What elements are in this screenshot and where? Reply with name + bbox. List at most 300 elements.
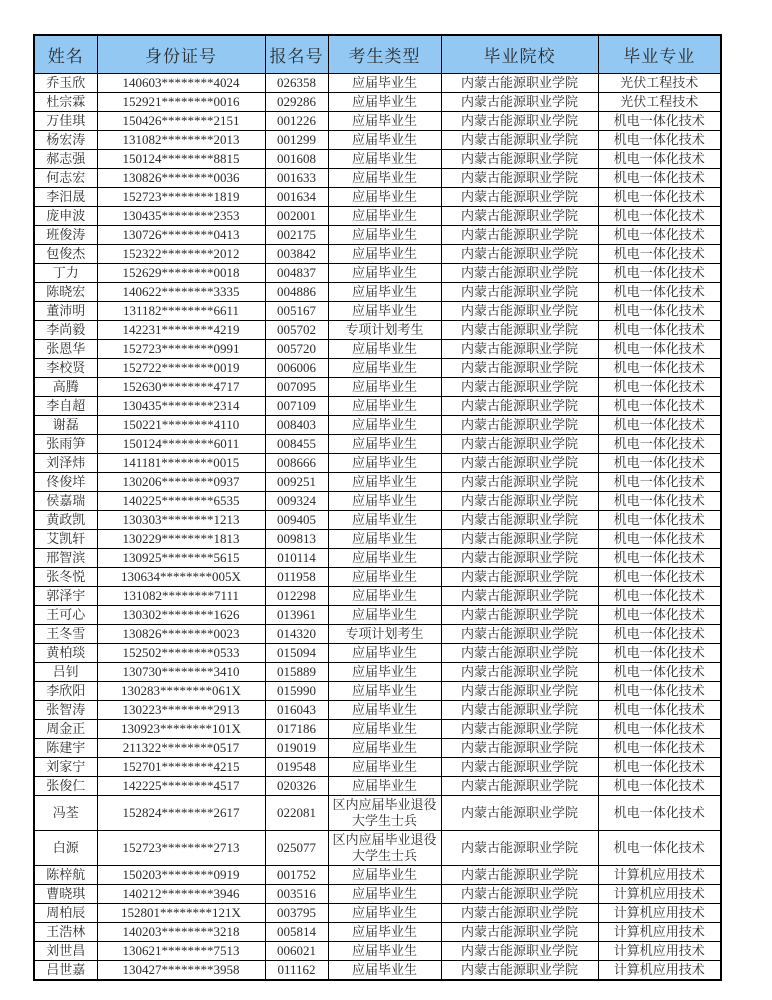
cell-name: 陈建宇 xyxy=(34,738,97,757)
cell-reg-number: 015094 xyxy=(265,643,328,662)
cell-major: 计算机应用技术 xyxy=(598,884,721,903)
table-row xyxy=(34,301,721,320)
cell-reg-number: 003795 xyxy=(265,903,328,922)
cell-school: 内蒙古能源职业学院 xyxy=(441,903,598,922)
cell-reg-number: 006006 xyxy=(265,358,328,377)
cell-major: 机电一体化技术 xyxy=(598,187,721,206)
cell-reg-number: 003516 xyxy=(265,884,328,903)
cell-school: 内蒙古能源职业学院 xyxy=(441,472,598,491)
cell-reg-number: 025077 xyxy=(265,830,328,865)
cell-name: 何志宏 xyxy=(34,168,97,187)
cell-reg-number: 013961 xyxy=(265,605,328,624)
cell-name: 李欣阳 xyxy=(34,681,97,700)
cell-candidate-type: 应届毕业生 xyxy=(328,206,441,225)
table-row xyxy=(34,510,721,529)
cell-id-number: 211322********0517 xyxy=(97,738,265,757)
cell-major: 机电一体化技术 xyxy=(598,795,721,830)
table-row xyxy=(34,586,721,605)
cell-candidate-type: 应届毕业生 xyxy=(328,339,441,358)
cell-name: 张冬悦 xyxy=(34,567,97,586)
cell-name: 佟俊垟 xyxy=(34,472,97,491)
cell-candidate-type: 应届毕业生 xyxy=(328,757,441,776)
cell-id-number: 130634********005X xyxy=(97,567,265,586)
cell-name: 李尚毅 xyxy=(34,320,97,339)
header-name: 姓名 xyxy=(34,35,97,73)
cell-name: 侯嘉瑞 xyxy=(34,491,97,510)
cell-major: 计算机应用技术 xyxy=(598,960,721,980)
table-row xyxy=(34,149,721,168)
cell-name: 黄政凯 xyxy=(34,510,97,529)
cell-major: 机电一体化技术 xyxy=(598,339,721,358)
table-row xyxy=(34,922,721,941)
table-row xyxy=(34,320,721,339)
cell-candidate-type: 应届毕业生 xyxy=(328,168,441,187)
cell-school: 内蒙古能源职业学院 xyxy=(441,681,598,700)
cell-major: 机电一体化技术 xyxy=(598,396,721,415)
cell-reg-number: 002001 xyxy=(265,206,328,225)
table-row xyxy=(34,700,721,719)
cell-school: 内蒙古能源职业学院 xyxy=(441,149,598,168)
cell-name: 郭泽宇 xyxy=(34,586,97,605)
cell-id-number: 130923********101X xyxy=(97,719,265,738)
cell-name: 谢磊 xyxy=(34,415,97,434)
cell-reg-number: 019019 xyxy=(265,738,328,757)
cell-reg-number: 012298 xyxy=(265,586,328,605)
cell-name: 李自超 xyxy=(34,396,97,415)
cell-school: 内蒙古能源职业学院 xyxy=(441,92,598,111)
cell-reg-number: 001752 xyxy=(265,865,328,884)
table-row xyxy=(34,244,721,263)
table-row xyxy=(34,529,721,548)
cell-school: 内蒙古能源职业学院 xyxy=(441,358,598,377)
table-row xyxy=(34,434,721,453)
cell-major: 机电一体化技术 xyxy=(598,244,721,263)
cell-name: 乔玉欣 xyxy=(34,73,97,92)
cell-reg-number: 001299 xyxy=(265,130,328,149)
cell-name: 包俊杰 xyxy=(34,244,97,263)
table-row xyxy=(34,73,721,92)
cell-major: 机电一体化技术 xyxy=(598,510,721,529)
cell-name: 陈晓宏 xyxy=(34,282,97,301)
cell-reg-number: 010114 xyxy=(265,548,328,567)
cell-name: 冯荃 xyxy=(34,795,97,830)
cell-candidate-type: 应届毕业生 xyxy=(328,643,441,662)
cell-name: 周金正 xyxy=(34,719,97,738)
table-row xyxy=(34,168,721,187)
table-row xyxy=(34,396,721,415)
table-row xyxy=(34,941,721,960)
cell-id-number: 130435********2314 xyxy=(97,396,265,415)
cell-school: 内蒙古能源职业学院 xyxy=(441,757,598,776)
table-row xyxy=(34,187,721,206)
cell-reg-number: 004837 xyxy=(265,263,328,282)
cell-id-number: 142231********4219 xyxy=(97,320,265,339)
cell-id-number: 152630********4717 xyxy=(97,377,265,396)
cell-candidate-type: 应届毕业生 xyxy=(328,111,441,130)
table-row xyxy=(34,92,721,111)
cell-school: 内蒙古能源职业学院 xyxy=(441,415,598,434)
cell-major: 计算机应用技术 xyxy=(598,865,721,884)
cell-candidate-type: 应届毕业生 xyxy=(328,244,441,263)
cell-id-number: 130826********0036 xyxy=(97,168,265,187)
header-id-number: 身份证号 xyxy=(97,35,265,73)
cell-school: 内蒙古能源职业学院 xyxy=(441,662,598,681)
cell-candidate-type: 应届毕业生 xyxy=(328,415,441,434)
cell-reg-number: 011162 xyxy=(265,960,328,980)
cell-major: 机电一体化技术 xyxy=(598,263,721,282)
cell-name: 邢智滨 xyxy=(34,548,97,567)
cell-school: 内蒙古能源职业学院 xyxy=(441,529,598,548)
cell-school: 内蒙古能源职业学院 xyxy=(441,586,598,605)
cell-name: 杨宏涛 xyxy=(34,130,97,149)
cell-reg-number: 019548 xyxy=(265,757,328,776)
cell-id-number: 150124********8815 xyxy=(97,149,265,168)
cell-id-number: 152701********4215 xyxy=(97,757,265,776)
cell-school: 内蒙古能源职业学院 xyxy=(441,941,598,960)
cell-candidate-type: 应届毕业生 xyxy=(328,396,441,415)
cell-major: 机电一体化技术 xyxy=(598,738,721,757)
cell-name: 郝志强 xyxy=(34,149,97,168)
table-row xyxy=(34,960,721,980)
cell-reg-number: 017186 xyxy=(265,719,328,738)
table-row xyxy=(34,624,721,643)
cell-name: 班俊涛 xyxy=(34,225,97,244)
cell-name: 王冬雪 xyxy=(34,624,97,643)
table-row xyxy=(34,830,721,865)
table-row xyxy=(34,282,721,301)
cell-school: 内蒙古能源职业学院 xyxy=(441,339,598,358)
table-row xyxy=(34,453,721,472)
cell-school: 内蒙古能源职业学院 xyxy=(441,320,598,339)
cell-major: 机电一体化技术 xyxy=(598,111,721,130)
cell-name: 张俊仁 xyxy=(34,776,97,795)
cell-major: 机电一体化技术 xyxy=(598,491,721,510)
cell-major: 机电一体化技术 xyxy=(598,453,721,472)
cell-id-number: 131082********2013 xyxy=(97,130,265,149)
cell-major: 机电一体化技术 xyxy=(598,472,721,491)
cell-id-number: 130925********5615 xyxy=(97,548,265,567)
table-row xyxy=(34,605,721,624)
table-header-row xyxy=(34,35,721,73)
cell-name: 刘泽炜 xyxy=(34,453,97,472)
cell-major: 光伏工程技术 xyxy=(598,73,721,92)
cell-school: 内蒙古能源职业学院 xyxy=(441,605,598,624)
table-row xyxy=(34,472,721,491)
cell-candidate-type: 应届毕业生 xyxy=(328,187,441,206)
cell-reg-number: 001633 xyxy=(265,168,328,187)
cell-candidate-type: 应届毕业生 xyxy=(328,491,441,510)
cell-school: 内蒙古能源职业学院 xyxy=(441,776,598,795)
cell-school: 内蒙古能源职业学院 xyxy=(441,301,598,320)
cell-reg-number: 005814 xyxy=(265,922,328,941)
cell-candidate-type: 应届毕业生 xyxy=(328,776,441,795)
cell-candidate-type: 应届毕业生 xyxy=(328,529,441,548)
cell-school: 内蒙古能源职业学院 xyxy=(441,643,598,662)
cell-candidate-type: 应届毕业生 xyxy=(328,548,441,567)
cell-candidate-type: 应届毕业生 xyxy=(328,453,441,472)
cell-school: 内蒙古能源职业学院 xyxy=(441,624,598,643)
cell-major: 机电一体化技术 xyxy=(598,358,721,377)
cell-candidate-type: 专项计划考生 xyxy=(328,624,441,643)
cell-id-number: 131182********6611 xyxy=(97,301,265,320)
cell-major: 机电一体化技术 xyxy=(598,605,721,624)
cell-name: 吕世嘉 xyxy=(34,960,97,980)
cell-school: 内蒙古能源职业学院 xyxy=(441,396,598,415)
cell-reg-number: 008666 xyxy=(265,453,328,472)
cell-major: 机电一体化技术 xyxy=(598,624,721,643)
cell-id-number: 130302********1626 xyxy=(97,605,265,624)
cell-major: 机电一体化技术 xyxy=(598,415,721,434)
cell-name: 董沛明 xyxy=(34,301,97,320)
cell-school: 内蒙古能源职业学院 xyxy=(441,263,598,282)
cell-reg-number: 026358 xyxy=(265,73,328,92)
cell-candidate-type: 应届毕业生 xyxy=(328,922,441,941)
candidate-roster-table xyxy=(33,34,722,981)
cell-candidate-type: 应届毕业生 xyxy=(328,282,441,301)
cell-id-number: 140603********4024 xyxy=(97,73,265,92)
table-row xyxy=(34,206,721,225)
cell-name: 陈梓航 xyxy=(34,865,97,884)
cell-reg-number: 009251 xyxy=(265,472,328,491)
cell-candidate-type: 应届毕业生 xyxy=(328,130,441,149)
cell-major: 计算机应用技术 xyxy=(598,941,721,960)
cell-id-number: 152723********0991 xyxy=(97,339,265,358)
cell-id-number: 152723********1819 xyxy=(97,187,265,206)
cell-id-number: 130223********2913 xyxy=(97,700,265,719)
cell-id-number: 152629********0018 xyxy=(97,263,265,282)
cell-candidate-type: 应届毕业生 xyxy=(328,681,441,700)
cell-major: 机电一体化技术 xyxy=(598,586,721,605)
table-row xyxy=(34,415,721,434)
cell-candidate-type: 应届毕业生 xyxy=(328,358,441,377)
header-candidate-type: 考生类型 xyxy=(328,35,441,73)
cell-reg-number: 001608 xyxy=(265,149,328,168)
cell-id-number: 130283********061X xyxy=(97,681,265,700)
cell-id-number: 130303********1213 xyxy=(97,510,265,529)
cell-reg-number: 009324 xyxy=(265,491,328,510)
cell-major: 光伏工程技术 xyxy=(598,92,721,111)
cell-candidate-type: 应届毕业生 xyxy=(328,434,441,453)
cell-reg-number: 007095 xyxy=(265,377,328,396)
cell-id-number: 130427********3958 xyxy=(97,960,265,980)
cell-reg-number: 004886 xyxy=(265,282,328,301)
cell-school: 内蒙古能源职业学院 xyxy=(441,225,598,244)
cell-major: 计算机应用技术 xyxy=(598,922,721,941)
cell-candidate-type: 应届毕业生 xyxy=(328,586,441,605)
cell-candidate-type: 应届毕业生 xyxy=(328,605,441,624)
cell-id-number: 152801********121X xyxy=(97,903,265,922)
cell-major: 机电一体化技术 xyxy=(598,168,721,187)
cell-major: 机电一体化技术 xyxy=(598,700,721,719)
table-row xyxy=(34,263,721,282)
cell-id-number: 130229********1813 xyxy=(97,529,265,548)
cell-reg-number: 009405 xyxy=(265,510,328,529)
cell-candidate-type: 应届毕业生 xyxy=(328,263,441,282)
cell-id-number: 140225********6535 xyxy=(97,491,265,510)
cell-reg-number: 011958 xyxy=(265,567,328,586)
cell-id-number: 150221********4110 xyxy=(97,415,265,434)
cell-school: 内蒙古能源职业学院 xyxy=(441,244,598,263)
cell-id-number: 152824********2617 xyxy=(97,795,265,830)
table-row xyxy=(34,377,721,396)
cell-name: 刘家宁 xyxy=(34,757,97,776)
cell-major: 机电一体化技术 xyxy=(598,548,721,567)
cell-reg-number: 001634 xyxy=(265,187,328,206)
cell-major: 机电一体化技术 xyxy=(598,719,721,738)
cell-school: 内蒙古能源职业学院 xyxy=(441,187,598,206)
cell-major: 机电一体化技术 xyxy=(598,776,721,795)
cell-major: 机电一体化技术 xyxy=(598,206,721,225)
cell-reg-number: 005702 xyxy=(265,320,328,339)
cell-school: 内蒙古能源职业学院 xyxy=(441,377,598,396)
cell-school: 内蒙古能源职业学院 xyxy=(441,567,598,586)
table-row xyxy=(34,719,721,738)
cell-id-number: 142225********4517 xyxy=(97,776,265,795)
cell-school: 内蒙古能源职业学院 xyxy=(441,491,598,510)
cell-id-number: 130206********0937 xyxy=(97,472,265,491)
cell-name: 张智涛 xyxy=(34,700,97,719)
cell-candidate-type: 应届毕业生 xyxy=(328,865,441,884)
cell-id-number: 152502********0533 xyxy=(97,643,265,662)
cell-id-number: 152722********0019 xyxy=(97,358,265,377)
cell-reg-number: 008403 xyxy=(265,415,328,434)
cell-id-number: 152723********2713 xyxy=(97,830,265,865)
cell-school: 内蒙古能源职业学院 xyxy=(441,719,598,738)
cell-name: 庞申波 xyxy=(34,206,97,225)
cell-school: 内蒙古能源职业学院 xyxy=(441,884,598,903)
cell-candidate-type: 应届毕业生 xyxy=(328,510,441,529)
cell-reg-number: 014320 xyxy=(265,624,328,643)
cell-id-number: 130730********3410 xyxy=(97,662,265,681)
cell-candidate-type: 应届毕业生 xyxy=(328,662,441,681)
cell-school: 内蒙古能源职业学院 xyxy=(441,168,598,187)
cell-candidate-type: 应届毕业生 xyxy=(328,567,441,586)
cell-name: 周柏辰 xyxy=(34,903,97,922)
cell-name: 丁力 xyxy=(34,263,97,282)
cell-name: 高腾 xyxy=(34,377,97,396)
cell-candidate-type: 应届毕业生 xyxy=(328,941,441,960)
table-row xyxy=(34,339,721,358)
cell-candidate-type: 应届毕业生 xyxy=(328,149,441,168)
cell-id-number: 131082********7111 xyxy=(97,586,265,605)
cell-candidate-type: 应届毕业生 xyxy=(328,225,441,244)
header-school: 毕业院校 xyxy=(441,35,598,73)
cell-name: 黄柏琰 xyxy=(34,643,97,662)
cell-major: 机电一体化技术 xyxy=(598,643,721,662)
cell-name: 张恩华 xyxy=(34,339,97,358)
cell-candidate-type: 区内应届毕业退役大学生士兵 xyxy=(328,830,441,865)
cell-id-number: 130726********0413 xyxy=(97,225,265,244)
cell-name: 白源 xyxy=(34,830,97,865)
table-row xyxy=(34,548,721,567)
cell-major: 机电一体化技术 xyxy=(598,681,721,700)
cell-reg-number: 008455 xyxy=(265,434,328,453)
cell-candidate-type: 应届毕业生 xyxy=(328,73,441,92)
cell-major: 机电一体化技术 xyxy=(598,529,721,548)
cell-reg-number: 015990 xyxy=(265,681,328,700)
header-reg-number: 报名号 xyxy=(265,35,328,73)
cell-school: 内蒙古能源职业学院 xyxy=(441,111,598,130)
table-row xyxy=(34,130,721,149)
cell-id-number: 152921********0016 xyxy=(97,92,265,111)
cell-id-number: 152322********2012 xyxy=(97,244,265,263)
table-row xyxy=(34,795,721,830)
cell-major: 机电一体化技术 xyxy=(598,301,721,320)
table-row xyxy=(34,757,721,776)
cell-major: 机电一体化技术 xyxy=(598,567,721,586)
cell-id-number: 141181********0015 xyxy=(97,453,265,472)
cell-school: 内蒙古能源职业学院 xyxy=(441,830,598,865)
cell-id-number: 150203********0919 xyxy=(97,865,265,884)
cell-major: 机电一体化技术 xyxy=(598,830,721,865)
cell-major: 机电一体化技术 xyxy=(598,130,721,149)
cell-id-number: 150124********6011 xyxy=(97,434,265,453)
cell-id-number: 130435********2353 xyxy=(97,206,265,225)
cell-candidate-type: 应届毕业生 xyxy=(328,738,441,757)
table-row xyxy=(34,491,721,510)
cell-candidate-type: 应届毕业生 xyxy=(328,700,441,719)
cell-name: 万佳琪 xyxy=(34,111,97,130)
cell-school: 内蒙古能源职业学院 xyxy=(441,434,598,453)
cell-school: 内蒙古能源职业学院 xyxy=(441,548,598,567)
cell-id-number: 140203********3218 xyxy=(97,922,265,941)
cell-candidate-type: 应届毕业生 xyxy=(328,903,441,922)
cell-id-number: 150426********2151 xyxy=(97,111,265,130)
cell-id-number: 140212********3946 xyxy=(97,884,265,903)
cell-school: 内蒙古能源职业学院 xyxy=(441,206,598,225)
cell-name: 刘世昌 xyxy=(34,941,97,960)
table-row xyxy=(34,865,721,884)
cell-school: 内蒙古能源职业学院 xyxy=(441,282,598,301)
cell-major: 机电一体化技术 xyxy=(598,434,721,453)
cell-major: 机电一体化技术 xyxy=(598,225,721,244)
cell-school: 内蒙古能源职业学院 xyxy=(441,510,598,529)
cell-reg-number: 020326 xyxy=(265,776,328,795)
table-row xyxy=(34,681,721,700)
cell-candidate-type: 应届毕业生 xyxy=(328,92,441,111)
cell-candidate-type: 应届毕业生 xyxy=(328,719,441,738)
cell-id-number: 140622********3335 xyxy=(97,282,265,301)
table-row xyxy=(34,358,721,377)
cell-reg-number: 002175 xyxy=(265,225,328,244)
table-row xyxy=(34,567,721,586)
cell-major: 计算机应用技术 xyxy=(598,903,721,922)
cell-name: 曹晓琪 xyxy=(34,884,97,903)
cell-candidate-type: 应届毕业生 xyxy=(328,960,441,980)
cell-candidate-type: 应届毕业生 xyxy=(328,377,441,396)
cell-name: 杜宗霖 xyxy=(34,92,97,111)
cell-candidate-type: 区内应届毕业退役大学生士兵 xyxy=(328,795,441,830)
cell-school: 内蒙古能源职业学院 xyxy=(441,700,598,719)
cell-candidate-type: 专项计划考生 xyxy=(328,320,441,339)
cell-school: 内蒙古能源职业学院 xyxy=(441,960,598,980)
cell-name: 王浩林 xyxy=(34,922,97,941)
cell-reg-number: 005720 xyxy=(265,339,328,358)
cell-reg-number: 007109 xyxy=(265,396,328,415)
cell-reg-number: 015889 xyxy=(265,662,328,681)
cell-reg-number: 001226 xyxy=(265,111,328,130)
table-row xyxy=(34,662,721,681)
cell-candidate-type: 应届毕业生 xyxy=(328,472,441,491)
table-row xyxy=(34,903,721,922)
cell-major: 机电一体化技术 xyxy=(598,320,721,339)
table-row xyxy=(34,111,721,130)
cell-name: 王可心 xyxy=(34,605,97,624)
cell-reg-number: 003842 xyxy=(265,244,328,263)
cell-id-number: 130826********0023 xyxy=(97,624,265,643)
cell-candidate-type: 应届毕业生 xyxy=(328,301,441,320)
cell-name: 吕钊 xyxy=(34,662,97,681)
